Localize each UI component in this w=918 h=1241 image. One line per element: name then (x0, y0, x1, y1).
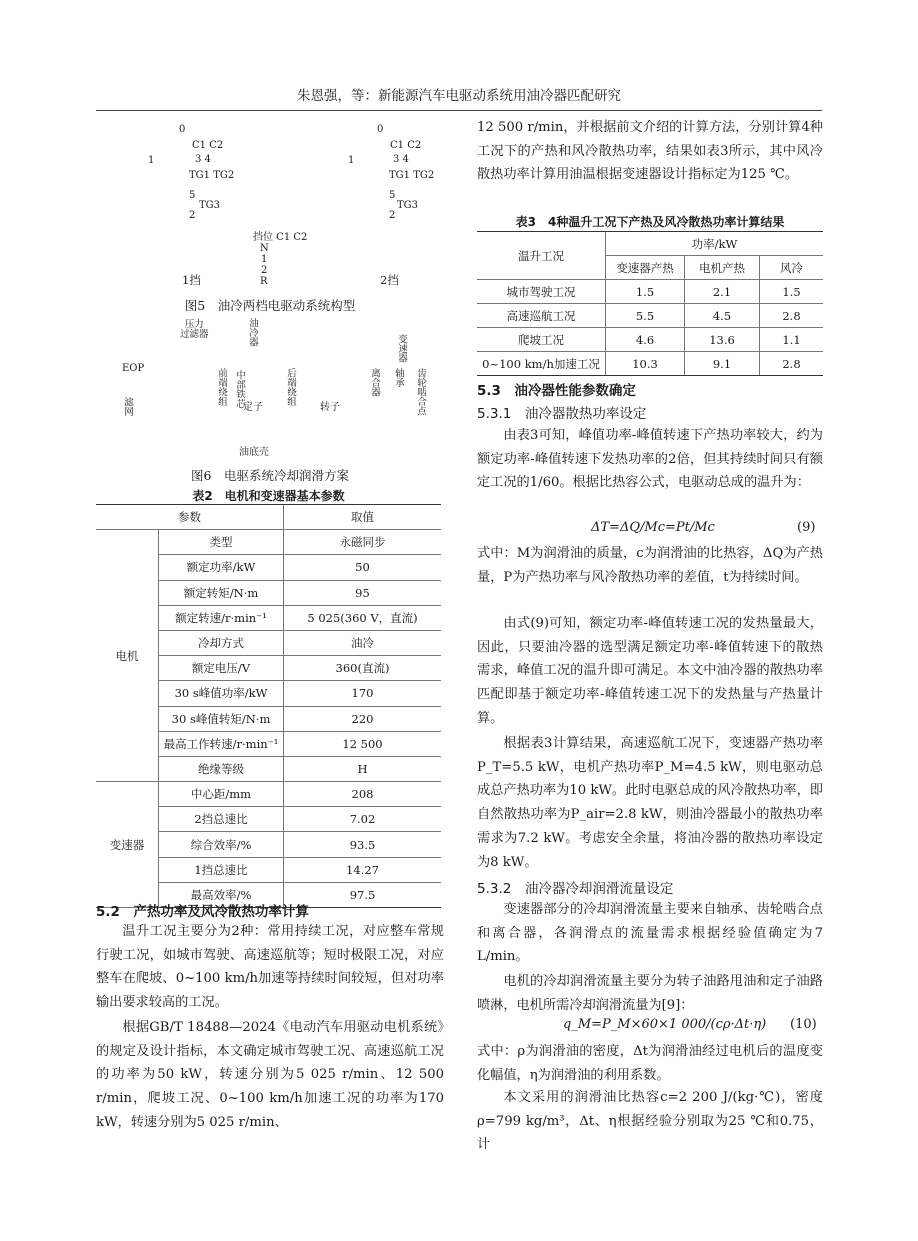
fig5-left-34: 3 4 (195, 154, 211, 165)
table2-value-cell: 360(直流) (284, 656, 442, 681)
section-5-3-heading: 5.3 油冷器性能参数确定 (477, 383, 636, 399)
table2-value-cell: 5 025(360 V，直流) (284, 605, 442, 630)
table2-value-cell: 170 (284, 681, 442, 706)
para-right-6: 根据表3计算结果，高速巡航工况下，变速器产热功率P_T=5.5 kW，电机产热功率P_M=4.5 kW，则电驱动总成总产热功率为10 kW。此时电驱总成的风冷散热功率，即自然散热功率为P_air=2.8 kW，则油冷器最小的散热功率需求为7.2 kW。考虑安全余量，将油冷器的散热功率设定为8 kW。 (477, 736, 823, 870)
table3-sub-transmission: 变速器产热 (606, 256, 685, 280)
fig6-middle-core: 中部铁芯 (234, 370, 245, 408)
table3-value-cell: 2.8 (760, 304, 824, 328)
fig5-left-0: 0 (179, 124, 186, 135)
fig5-right-tg3: TG3 (397, 200, 419, 211)
fig5-left-tg: TG1 TG2 (189, 170, 235, 181)
fig6-gear-mesh: 齿轮啮合点 (415, 368, 426, 416)
fig6-rotor: 转子 (320, 402, 340, 413)
table3-case-cell: 高速巡航工况 (477, 304, 606, 328)
fig5-gear-head: 挡位 C1 C2 (253, 232, 308, 243)
fig5-right-1: 1 (348, 155, 355, 166)
para-right-top: 12 500 r/min，并根据前文介绍的计算方法，分别计算4种工况下的产热和风冷散热功率，结果如表3所示，其中风冷散热功率计算用油温根据变速器设计指标定为125 ℃。 (477, 120, 823, 183)
table2-value-cell: 50 (284, 555, 442, 580)
para-left-1: 温升工况主要分为2种：常用持续工况，对应整车常规行驶工况，如城市驾驶、高速巡航等；短时极限工况，对应整车在爬坡、0~100 km/h加速等持续时间较短，但对功率输出要求较高的工况。 (96, 924, 444, 1011)
table2-value-cell: 95 (284, 580, 442, 605)
table3-sub-air: 风冷 (760, 256, 824, 280)
table3-sub-motor: 电机产热 (685, 256, 760, 280)
table3-value-cell: 4.5 (685, 304, 760, 328)
running-header: 朱恩强，等：新能源汽车电驱动系统用油冷器匹配研究 (297, 88, 621, 104)
fig5-left-c1c2: C1 C2 (192, 140, 224, 151)
fig6-clutch: 离合器 (369, 368, 380, 397)
fig5-right-2: 2 (389, 210, 396, 221)
table2-param-cell: 1挡总速比 (159, 857, 284, 882)
table2-param-cell: 30 s峰值转矩/N·m (159, 706, 284, 731)
table2-param-cell: 最高工作转速/r·min⁻¹ (159, 731, 284, 756)
equation-10: q_M=P_M×60×1 000/(cρ·Δt·η) (563, 1017, 767, 1032)
table2-value-cell: 7.02 (284, 807, 442, 832)
table3-value-cell: 2.8 (760, 352, 824, 376)
table3-value-cell: 1.5 (606, 280, 685, 304)
table2-param-cell: 冷却方式 (159, 630, 284, 655)
table2-value-cell: 208 (284, 782, 442, 807)
table2-value-cell: 永磁同步 (284, 530, 442, 555)
table3-head-case: 温升工况 (477, 232, 606, 280)
section-5-2-heading: 5.2 产热功率及风冷散热功率计算 (96, 904, 309, 920)
table2-group-label: 电机 (96, 530, 159, 782)
table3-value-cell: 5.5 (606, 304, 685, 328)
table3-value-cell: 10.3 (606, 352, 685, 376)
table2-param-cell: 额定转速/r·min⁻¹ (159, 605, 284, 630)
para-right-7: 变速器部分的冷却润滑流量主要来自轴承、齿轮啮合点和离合器，各润滑点的流量需求根据经验值确定为7 L/min。 (477, 902, 823, 965)
table3-value-cell: 2.1 (685, 280, 760, 304)
fig6-front-winding: 前端绕组 (216, 368, 227, 406)
fig5-gear-2: 2 (261, 265, 268, 276)
table3-head-power: 功率/kW (606, 232, 824, 256)
fig6-eop: EOP (122, 363, 145, 374)
table2-value-cell: 97.5 (284, 882, 442, 907)
para-left-2: 根据GB/T 18488—2024《电动汽车用驱动电机系统》的规定及设计指标，本文确定城市驾驶工况、高速巡航工况的功率为50 kW，转速分别为5 025 r/min、12 500 r/min，爬坡工况、0~100 km/h加速工况的功率为170 kW，转速分别为5 025 r/min、 (96, 1020, 444, 1130)
fig6-oil-cooler: 油冷器 (247, 318, 258, 347)
table2-row (96, 530, 441, 555)
table3-value-cell: 1.1 (760, 328, 824, 352)
para-right-9: 式中：ρ为润滑油的密度，Δt为润滑油经过电机后的温度变化幅值，η为润滑油的利用系数。 (477, 1044, 823, 1083)
fig6-filter-screen: 滤网 (122, 397, 133, 416)
fig5-left-1: 1 (148, 155, 155, 166)
table3-value-cell: 9.1 (685, 352, 760, 376)
fig5-right-34: 3 4 (393, 154, 409, 165)
fig5-right-5: 5 (389, 190, 396, 201)
para-right-4: 式中：M为润滑油的质量，c为润滑油的比热容，ΔQ为产热量，P为产热功率与风冷散热功率的差值，t为持续时间。 (477, 546, 823, 585)
fig6-rear-winding: 后端绕组 (285, 368, 296, 406)
table2-param-cell: 综合效率/% (159, 832, 284, 857)
para-right-3: 由表3可知，峰值功率-峰值转速下产热功率较大，约为额定功率-峰值转速下发热功率的2倍，但其持续时间只有额定工况的1/60。根据比热容公式，电驱动总成的温升为： (477, 428, 823, 491)
equation-9: ΔT=ΔQ/Mc=Pt/Mc (591, 520, 715, 535)
table2-caption: 表2 电机和变速器基本参数 (192, 489, 345, 503)
fig6-caption: 图6 电驱系统冷却润滑方案 (191, 468, 349, 483)
table2-value-cell: 93.5 (284, 832, 442, 857)
table2-param-cell: 额定转矩/N·m (159, 580, 284, 605)
table2-value-cell: 12 500 (284, 731, 442, 756)
table2-group-label: 变速器 (96, 782, 159, 908)
table2-head-param: 参数 (96, 505, 284, 530)
fig5-gear-n: N (260, 243, 269, 254)
table3-row (477, 352, 823, 376)
table2-param-cell: 2挡总速比 (159, 807, 284, 832)
para-right-5: 由式(9)可知，额定功率-峰值转速工况的发热量最大，因此，只要油冷器的选型满足额定功率-峰值转速下的散热需求，峰值工况的温升即可满足。本文中油冷器的散热功率匹配即基于额定功率-峰值转速工况下的发热量与产热量计算。 (477, 616, 823, 726)
equation-10-number: (10) (790, 1017, 817, 1032)
table3-value-cell: 13.6 (685, 328, 760, 352)
fig6-transmission: 变速器 (396, 334, 407, 363)
fig5-gear-1: 1 (261, 254, 268, 265)
table3-case-cell: 城市驾驶工况 (477, 280, 606, 304)
para-right-10: 本文采用的润滑油比热容c=2 200 J/(kg·℃)，密度ρ=799 kg/m³，Δt、η根据经验分别取为25 ℃和0.75，计 (477, 1090, 823, 1153)
table3-row (477, 280, 823, 304)
fig6-bearing: 轴承 (393, 368, 404, 387)
table3-row (477, 304, 823, 328)
header-rule (96, 110, 822, 111)
table3-value-cell: 1.5 (760, 280, 824, 304)
table2-value-cell: 油冷 (284, 630, 442, 655)
table2-param-cell: 最高效率/% (159, 882, 284, 907)
table2-param-cell: 绝缘等级 (159, 756, 284, 781)
table2-value-cell: H (284, 756, 442, 781)
para-right-8: 电机的冷却润滑流量主要分为转子油路甩油和定子油路喷淋，电机所需冷却润滑流量为[9]： (477, 974, 823, 1013)
table2-head-value: 取值 (284, 505, 442, 530)
table3-case-cell: 爬坡工况 (477, 328, 606, 352)
table2-param-cell: 中心距/mm (159, 782, 284, 807)
table3-value-cell: 4.6 (606, 328, 685, 352)
table3-row (477, 328, 823, 352)
fig5-left-tg3: TG3 (199, 200, 221, 211)
fig5-gear-r: R (260, 276, 268, 287)
table3-case-cell: 0~100 km/h加速工况 (477, 352, 606, 376)
fig5-label-gear2: 2挡 (380, 273, 399, 287)
table2 (96, 504, 441, 908)
table3-caption: 表3 4种温升工况下产热及风冷散热功率计算结果 (515, 215, 785, 229)
fig5-label-gear1: 1挡 (182, 273, 201, 287)
fig6-oil-pan: 油底壳 (239, 447, 269, 458)
fig5-right-tg: TG1 TG2 (389, 170, 435, 181)
fig5-left-5: 5 (189, 190, 196, 201)
fig5-right-0: 0 (377, 124, 384, 135)
fig5-left-2: 2 (189, 210, 196, 221)
table2-param-cell: 30 s峰值功率/kW (159, 681, 284, 706)
fig6-pressure-filter: 压力 过滤器 (180, 319, 209, 340)
table3 (477, 231, 823, 376)
table2-param-cell: 额定电压/V (159, 656, 284, 681)
table2-row (96, 782, 441, 807)
section-5-3-1-heading: 5.3.1 油冷器散热功率设定 (477, 406, 647, 422)
fig5-caption: 图5 油冷两档电驱动系统构型 (184, 298, 356, 313)
fig5-right-c1c2: C1 C2 (390, 140, 422, 151)
table2-param-cell: 额定功率/kW (159, 555, 284, 580)
equation-9-number: (9) (797, 520, 816, 535)
table2-value-cell: 14.27 (284, 857, 442, 882)
table2-value-cell: 220 (284, 706, 442, 731)
table2-param-cell: 类型 (159, 530, 284, 555)
section-5-3-2-heading: 5.3.2 油冷器冷却润滑流量设定 (477, 881, 674, 897)
fig6-stator: 定子 (243, 402, 263, 413)
